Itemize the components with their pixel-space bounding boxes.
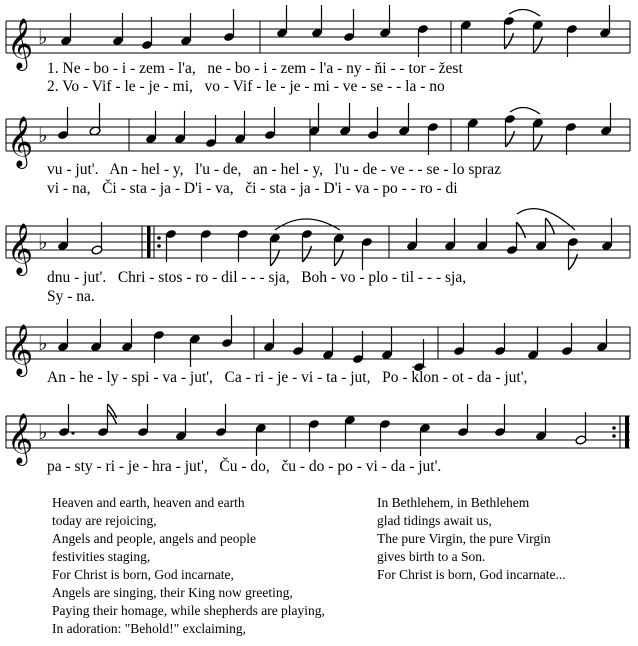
translation-line: Paying their homage, while shepherds are playing, [52, 603, 325, 618]
note [112, 13, 124, 46]
note [417, 24, 429, 57]
note [153, 330, 165, 363]
note [58, 404, 75, 437]
lyrics-verse-1: dnu - jut'. Chri - stos - ro - dil - - - sja, Boh - vo - plo - til - - - sja, [47, 269, 467, 286]
music-system-4 [0, 310, 638, 395]
treble-clef-icon: 𝄞 [7, 116, 34, 167]
slur [275, 219, 340, 230]
lyrics-verse-1: 1. Ne - bo - i - zem - l'a, ne - bo - i - zem - l'a - ny - ňi - - tor - žest [47, 60, 463, 77]
note [575, 412, 587, 445]
translation-line: glad tidings await us, [377, 513, 492, 528]
note [221, 315, 233, 348]
slur [510, 107, 540, 114]
note [567, 237, 579, 270]
note [494, 323, 506, 356]
note [419, 423, 431, 456]
translation-line: For Christ is born, God incarnate, [52, 567, 234, 582]
note [427, 122, 439, 155]
note [175, 408, 187, 441]
note [599, 5, 611, 38]
treble-clef-icon: 𝄞 [7, 18, 34, 69]
note [503, 16, 515, 49]
key-signature-flat-icon: ♭ [38, 420, 48, 444]
note [205, 115, 217, 148]
note [145, 111, 157, 144]
note [504, 114, 516, 147]
note [339, 103, 351, 136]
note [89, 103, 101, 136]
note [467, 118, 479, 151]
note [532, 20, 544, 53]
lyrics-verse-1: pa - sty - ri - je - hra - jut', Ču - do, ču - do - po - vi - da - jut'. [47, 458, 442, 475]
note [121, 319, 133, 352]
translation-line: Angels are singing, their King now greeting, [52, 585, 293, 600]
note [189, 334, 201, 367]
translation-line: Angels and people, angels and people [52, 531, 256, 546]
note [494, 404, 506, 437]
translation-line: The pure Virgin, the pure Virgin [377, 531, 551, 546]
note [453, 323, 465, 356]
note [276, 5, 288, 38]
note [476, 218, 488, 251]
note [292, 323, 304, 356]
note [263, 319, 275, 352]
note [269, 233, 281, 266]
note [344, 415, 356, 448]
note [532, 118, 544, 151]
note [165, 229, 177, 262]
treble-clef-icon: 𝄞 [7, 413, 34, 464]
translation-line: In Bethlehem, in Bethlehem [377, 495, 530, 510]
translation-right [377, 494, 566, 584]
note [381, 327, 393, 360]
note [367, 107, 379, 140]
notes-3 [57, 209, 613, 270]
staff-3 [0, 210, 638, 310]
translation-line: Heaven and earth, heaven and earth [52, 495, 245, 510]
key-signature-flat-icon: ♭ [38, 230, 48, 254]
note [141, 17, 153, 50]
note [215, 404, 227, 437]
note [444, 218, 456, 251]
translation-line: gives birth to a Son. [377, 549, 486, 564]
key-signature-flat-icon: ♭ [38, 123, 48, 147]
slur [509, 9, 540, 16]
lyrics-verse-1: vu - jut'. An - hel - y, l'u - de, an - hel - y, l'u - de - ve - - se - lo sprаz [47, 161, 502, 178]
note [601, 218, 613, 251]
note [322, 327, 334, 360]
note [91, 222, 103, 255]
note [361, 237, 373, 270]
note [352, 331, 364, 364]
note [255, 423, 267, 456]
lyrics-verse-2: vi - na, Či - sta - ja - D'i - va, či - sta - ja - D'i - va - po - - ro - di [47, 180, 458, 197]
note [565, 122, 577, 155]
note [237, 229, 249, 262]
note [57, 107, 69, 140]
note [596, 319, 608, 352]
note [535, 408, 547, 441]
music-system-5 [0, 400, 638, 485]
note [200, 229, 212, 262]
note [398, 103, 410, 136]
note [223, 9, 235, 42]
note [311, 5, 323, 38]
note [333, 233, 345, 266]
note [264, 107, 276, 140]
lyrics-verse-2: 2. Vo - Vif - le - je - mi, vo - Vif - le - je - mi - ve - se - - la - no [47, 78, 445, 95]
translation-left [52, 494, 325, 638]
note [301, 229, 313, 262]
note [234, 111, 246, 144]
music-system-1 [0, 0, 638, 105]
lyrics-verse-2: Sy - na. [47, 288, 95, 305]
note [535, 218, 554, 251]
translation-line: For Christ is born, God incarnate... [377, 567, 566, 582]
translation-line: In adoration: "Behold!" exclaiming, [52, 621, 246, 636]
note [60, 13, 72, 46]
treble-clef-icon: 𝄞 [7, 324, 34, 375]
note [180, 13, 192, 46]
note [379, 419, 391, 452]
note [561, 323, 573, 356]
music-system-2 [0, 105, 638, 210]
note [412, 339, 426, 372]
note [460, 20, 472, 53]
key-signature-flat-icon: ♭ [38, 25, 48, 49]
note [57, 319, 69, 352]
note [137, 404, 149, 437]
note [600, 103, 612, 136]
note [566, 24, 578, 57]
note [174, 111, 186, 144]
notes-2 [57, 103, 612, 155]
key-signature-flat-icon: ♭ [38, 331, 48, 355]
notes-4 [57, 315, 608, 372]
note [379, 5, 391, 38]
translation-line: today are rejoicing, [52, 513, 157, 528]
note [406, 218, 418, 251]
note [343, 9, 355, 42]
note [90, 319, 102, 352]
note [527, 327, 539, 360]
translation-line: festivities staging, [52, 549, 151, 564]
lyrics-verse-1: An - he - ly - spi - va - jut', Ca - ri - je - vi - ta - jut, Po - klon - ot - da - jut', [47, 369, 528, 386]
treble-clef-icon: 𝄞 [7, 223, 34, 274]
note [308, 419, 320, 452]
music-system-3 [0, 210, 638, 310]
note [57, 218, 69, 251]
notes-1 [60, 5, 611, 57]
note [457, 404, 469, 437]
